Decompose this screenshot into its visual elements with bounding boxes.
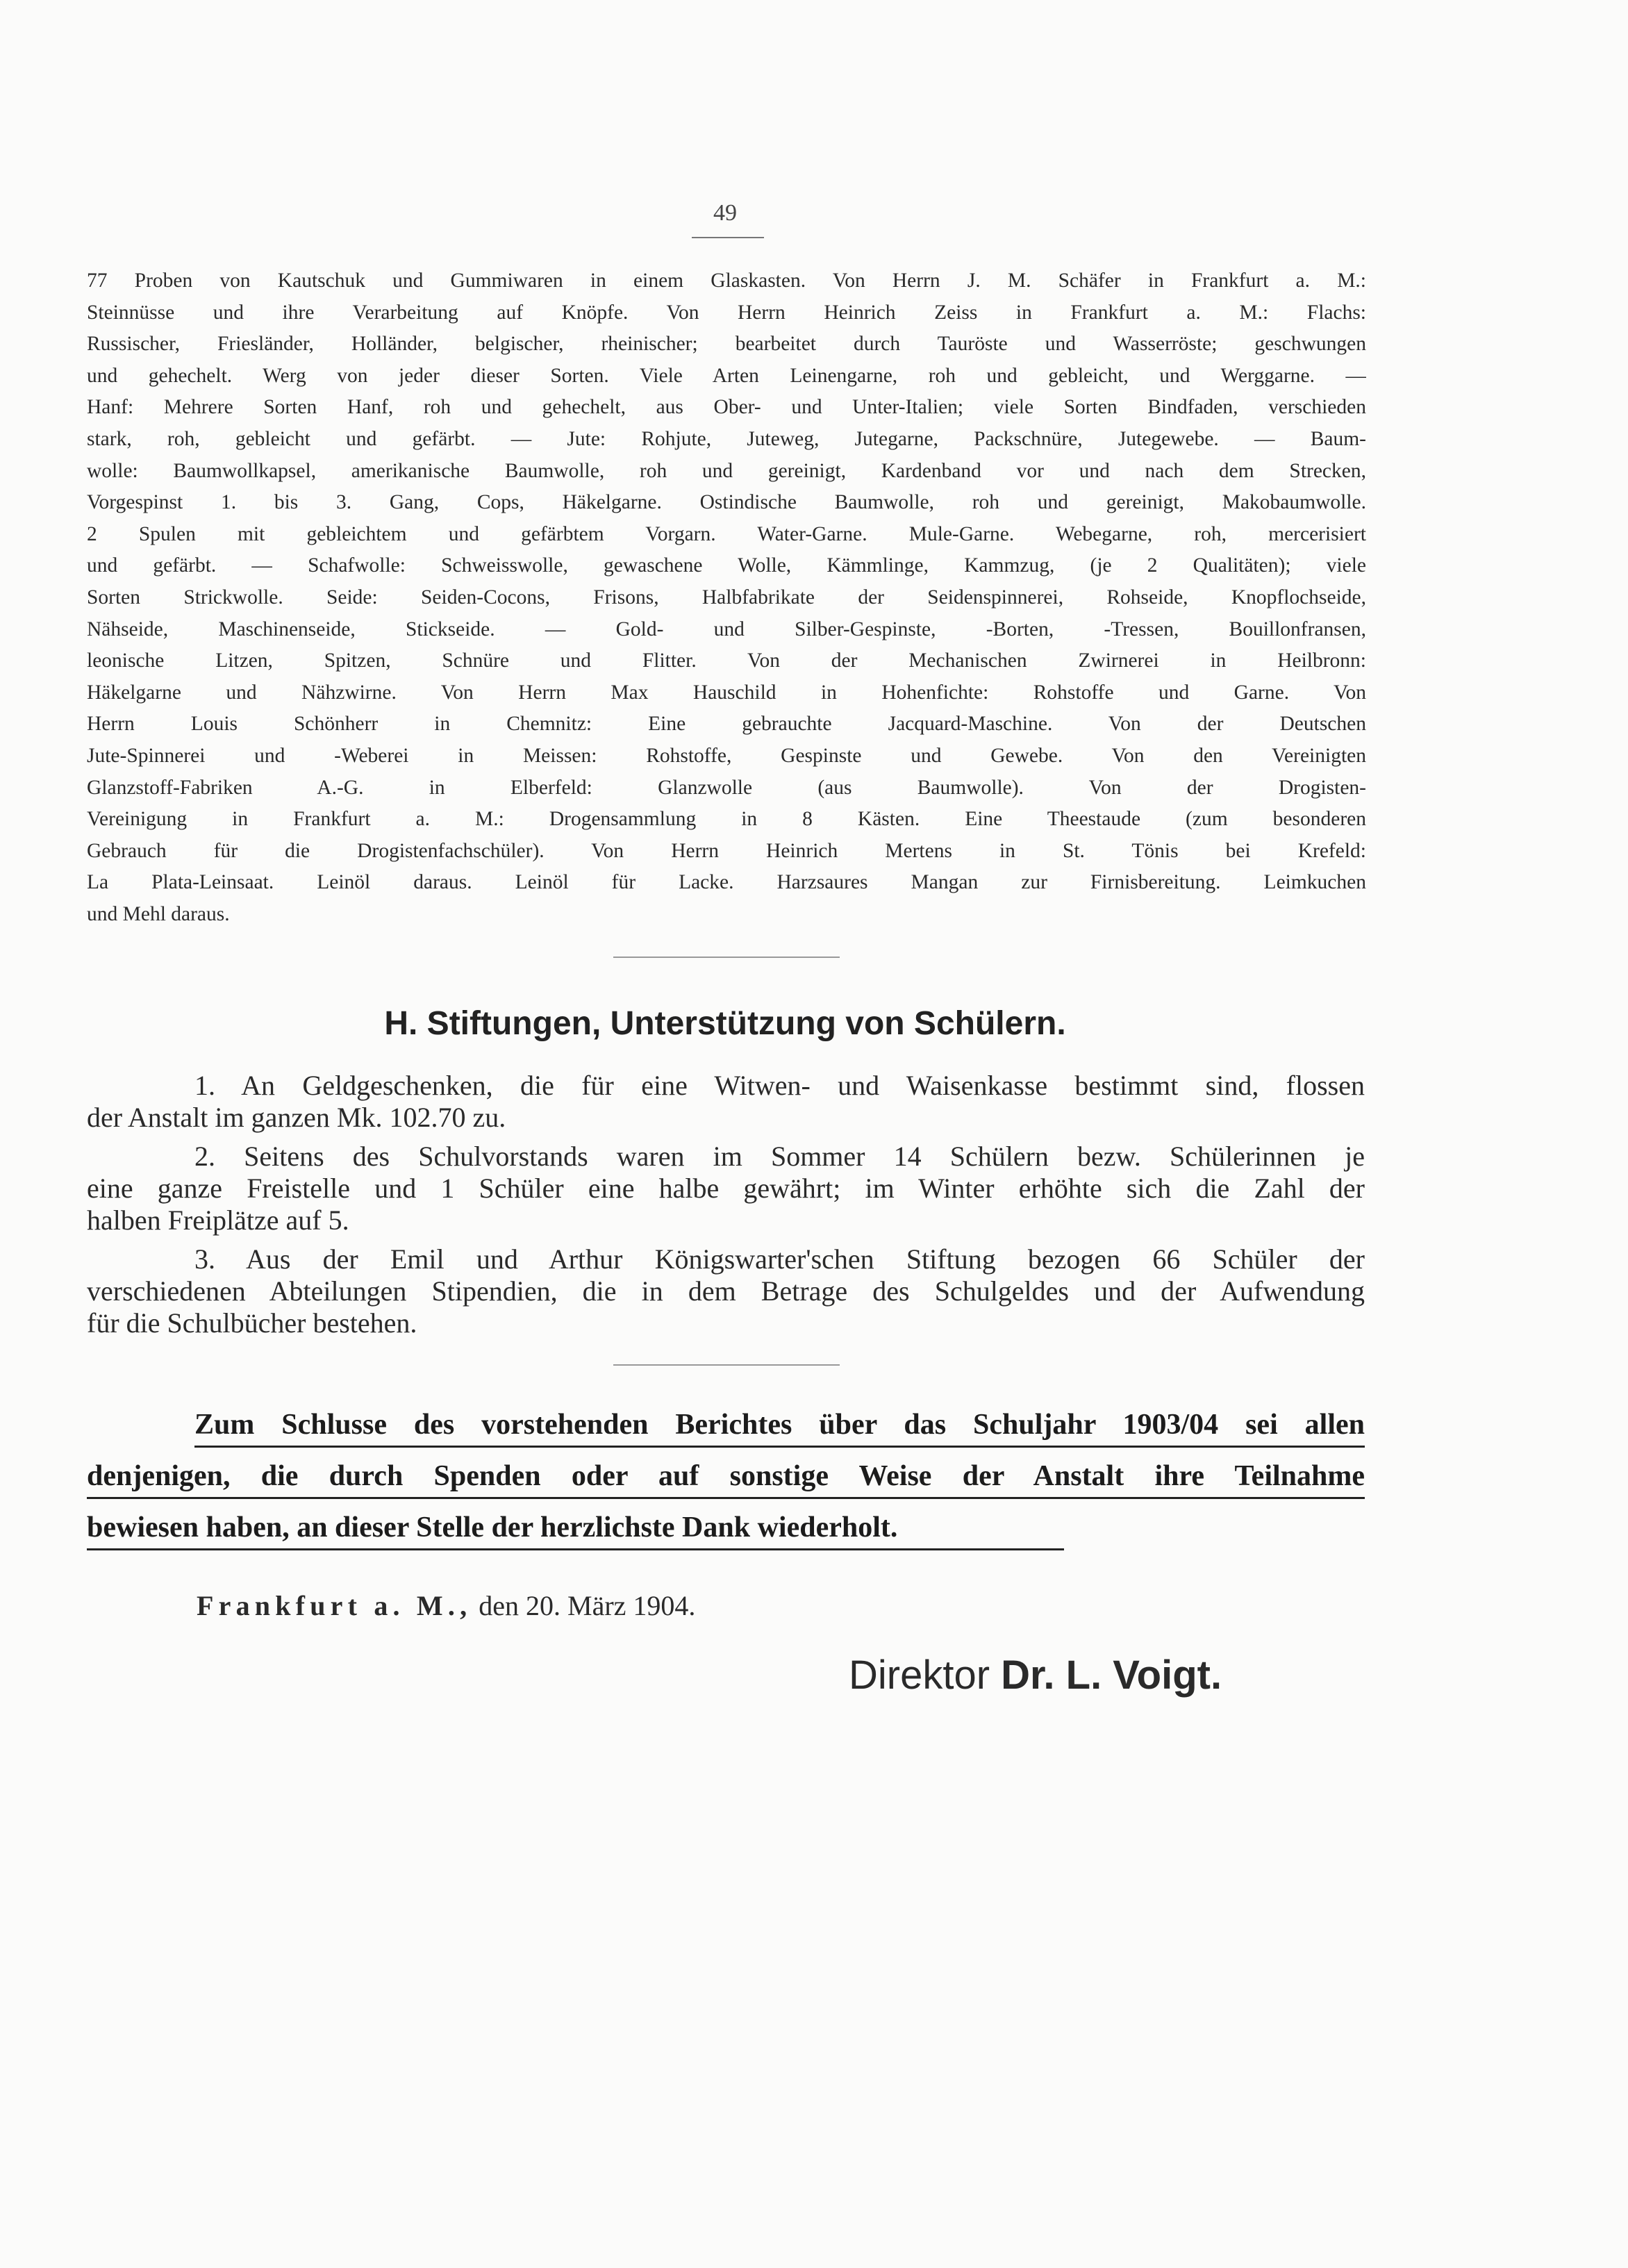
paragraph-line: verschiedenen Abteilungen Stipendien, die in dem Betrage des Schulgeldes und der Aufwendung: [87, 1275, 1365, 1307]
section-heading: H. Stiftungen, Unterstützung von Schülern.: [384, 1005, 1066, 1042]
section-divider: [613, 1364, 840, 1366]
donations-line: Nähseide, Maschinenseide, Stickseide. — Gold- und Silber-Gespinste, -Borten, -Tressen, Bouillonfransen,: [87, 618, 1366, 640]
signature: [849, 1652, 1222, 1698]
donations-line: Hanf: Mehrere Sorten Hanf, roh und gehechelt, aus Ober- und Unter-Italien; viele Sorten Bindfaden, verschieden: [87, 396, 1366, 419]
signature-title: Direktor: [849, 1653, 990, 1698]
closing-underline: [87, 1497, 1365, 1499]
closing-underline: [194, 1446, 1365, 1448]
donations-line: Herrn Louis Schönherr in Chemnitz: Eine gebrauchte Jacquard-Maschine. Von der Deutschen: [87, 713, 1366, 736]
paragraph-line: 3. Aus der Emil und Arthur Königswarter'schen Stiftung bezogen 66 Schüler der: [194, 1243, 1365, 1275]
signature-name: Dr. L. Voigt.: [1001, 1653, 1222, 1698]
donations-list: [87, 265, 1366, 930]
donations-line: La Plata-Leinsaat. Leinöl daraus. Leinöl für Lacke. Harzsaures Mangan zur Firnisbereitung. Leimkuchen: [87, 871, 1366, 894]
paragraph-line: eine ganze Freistelle und 1 Schüler eine halbe gewährt; im Winter erhöhte sich die Zahl der: [87, 1173, 1365, 1204]
donations-line: leonische Litzen, Spitzen, Schnüre und Flitter. Von der Mechanischen Zwirnerei in Heilbronn:: [87, 649, 1366, 672]
paragraph-line: halben Freiplätze auf 5.: [87, 1205, 349, 1236]
section-divider: [613, 957, 840, 958]
donations-line: Vereinigung in Frankfurt a. M.: Drogensammlung in 8 Kästen. Eine Theestaude (zum besonderen: [87, 808, 1366, 831]
closing-statement: [87, 1407, 1365, 1561]
donations-line: stark, roh, gebleicht und gefärbt. — Jute: Rohjute, Juteweg, Jutegarne, Packschnüre, Jutegewebe. — Baum-: [87, 427, 1366, 450]
paragraph-line: für die Schulbücher bestehen.: [87, 1307, 417, 1339]
donations-line: Jute-Spinnerei und -Weberei in Meissen: Rohstoffe, Gespinste und Gewebe. Von den Vereinigten: [87, 744, 1366, 767]
donations-line: und Mehl daraus.: [87, 902, 230, 925]
donations-line: Russischer, Friesländer, Holländer, belgischer, rheinischer; bearbeitet durch Tauröste und Wasserröste; geschwungen: [87, 333, 1366, 356]
donations-line: Gebrauch für die Drogistenfachschüler). Von Herrn Heinrich Mertens in St. Tönis bei Krefeld:: [87, 839, 1366, 862]
closing-line: denjenigen, die durch Spenden oder auf sonstige Weise der Anstalt ihre Teilnahme: [87, 1460, 1365, 1492]
page-number: 49: [713, 200, 737, 226]
paragraph-line: 2. Seitens des Schulvorstands waren im Sommer 14 Schülern bezw. Schülerinnen je: [194, 1141, 1365, 1172]
closing-underline: [87, 1548, 1064, 1550]
date: den 20. März 1904.: [479, 1590, 696, 1621]
donations-line: wolle: Baumwollkapsel, amerikanische Baumwolle, roh und gereinigt, Kardenband vor und nach dem Strecken,: [87, 459, 1366, 482]
page-number-rule: [692, 237, 764, 238]
donations-line: Glanzstoff-Fabriken A.-G. in Elberfeld: Glanzwolle (aus Baumwolle). Von der Drogisten-: [87, 776, 1366, 799]
donations-line: 77 Proben von Kautschuk und Gummiwaren in einem Glaskasten. Von Herrn J. M. Schäfer in Frankfurt a. M.:: [87, 270, 1366, 292]
paragraph-2: [87, 1141, 1365, 1236]
paragraph-line: der Anstalt im ganzen Mk. 102.70 zu.: [87, 1102, 506, 1133]
place: Frankfurt a. M.,: [197, 1590, 472, 1621]
donations-line: 2 Spulen mit gebleichtem und gefärbtem Vorgarn. Water-Garne. Mule-Garne. Webegarne, roh, mercerisiert: [87, 522, 1366, 545]
donations-line: Steinnüsse und ihre Verarbeitung auf Knöpfe. Von Herrn Heinrich Zeiss in Frankfurt a. M.: Flachs:: [87, 301, 1366, 324]
paragraph-1: [87, 1070, 1365, 1134]
paragraph-3: [87, 1243, 1365, 1339]
donations-line: und gehechelt. Werg von jeder dieser Sorten. Viele Arten Leinengarne, roh und gebleicht, und Werggarne. —: [87, 364, 1366, 387]
closing-line: bewiesen haben, an dieser Stelle der herzlichste Dank wiederholt.: [87, 1512, 898, 1543]
donations-line: Sorten Strickwolle. Seide: Seiden-Cocons, Frisons, Halbfabrikate der Seidenspinnerei, Rohseide, Knopflochseide,: [87, 586, 1366, 609]
place-date: [197, 1589, 695, 1622]
donations-line: Häkelgarne und Nähzwirne. Von Herrn Max Hauschild in Hohenfichte: Rohstoffe und Garne. Von: [87, 681, 1366, 704]
paragraph-line: 1. An Geldgeschenken, die für eine Witwen- und Waisenkasse bestimmt sind, flossen: [194, 1070, 1365, 1101]
donations-line: Vorgespinst 1. bis 3. Gang, Cops, Häkelgarne. Ostindische Baumwolle, roh und gereinigt, Makobaumwolle.: [87, 491, 1366, 514]
donations-line: und gefärbt. — Schafwolle: Schweisswolle, gewaschene Wolle, Kämmlinge, Kammzug, (je 2 Qualitäten); viele: [87, 554, 1366, 577]
closing-line: Zum Schlusse des vorstehenden Berichtes über das Schuljahr 1903/04 sei allen: [194, 1409, 1365, 1441]
